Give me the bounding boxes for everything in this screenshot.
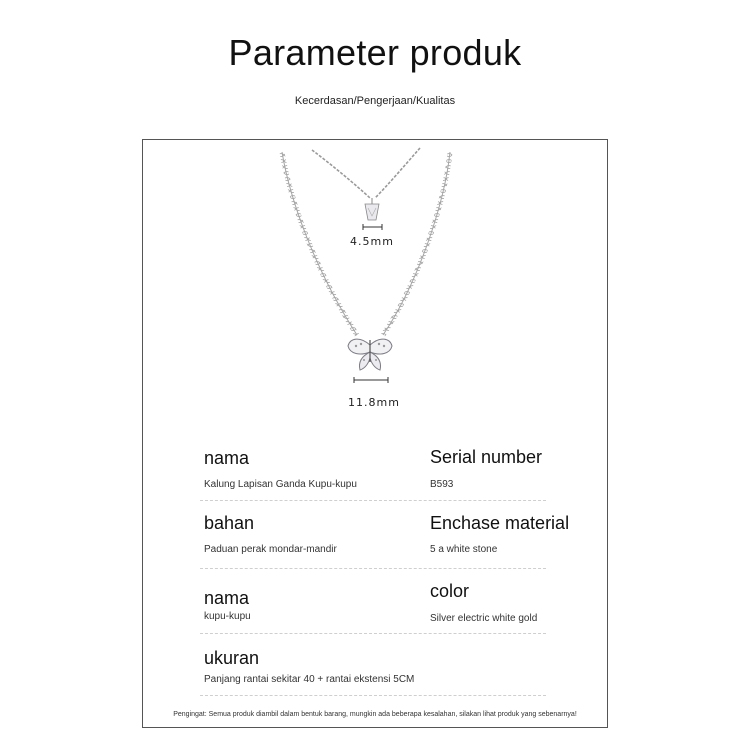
small-pendant-size: 4.5mm (350, 235, 394, 248)
spec-name2-label: nama (204, 588, 250, 608)
spec-size-value: Panjang rantai sekitar 40 + rantai ekstensi 5CM (204, 674, 415, 685)
spec-name2-value: kupu-kupu (204, 611, 251, 622)
spec-name-label: nama (204, 448, 250, 468)
divider (200, 568, 546, 569)
divider (200, 500, 546, 501)
butterfly-pendant-size: 11.8mm (348, 396, 400, 409)
divider (200, 695, 546, 696)
disclaimer-note: Pengingat: Semua produk diambil dalam bentuk barang, mungkin ada beberapa kesalahan, silakan lihat produk yang sebenarnya! (173, 711, 577, 718)
spec-color-value: Silver electric white gold (430, 613, 538, 624)
spec-serial-value: B593 (430, 479, 454, 490)
spec-material-label: bahan (204, 513, 255, 533)
spec-enchase-label: Enchase material (430, 513, 570, 533)
spec-name-value: Kalung Lapisan Ganda Kupu-kupu (204, 479, 357, 490)
divider (200, 633, 546, 634)
spec-color-label: color (430, 581, 470, 601)
page-title: Parameter produk (228, 32, 522, 73)
spec-material-value: Paduan perak mondar-mandir (204, 544, 337, 555)
spec-serial-label: Serial number (430, 447, 543, 467)
necklace-image (260, 140, 490, 400)
small-pendant (365, 198, 379, 220)
butterfly-pendant (348, 339, 392, 370)
page-subtitle: Kecerdasan/Pengerjaan/Kualitas (294, 95, 456, 107)
spec-enchase-value: 5 a white stone (430, 544, 498, 555)
spec-size-label: ukuran (204, 648, 260, 668)
